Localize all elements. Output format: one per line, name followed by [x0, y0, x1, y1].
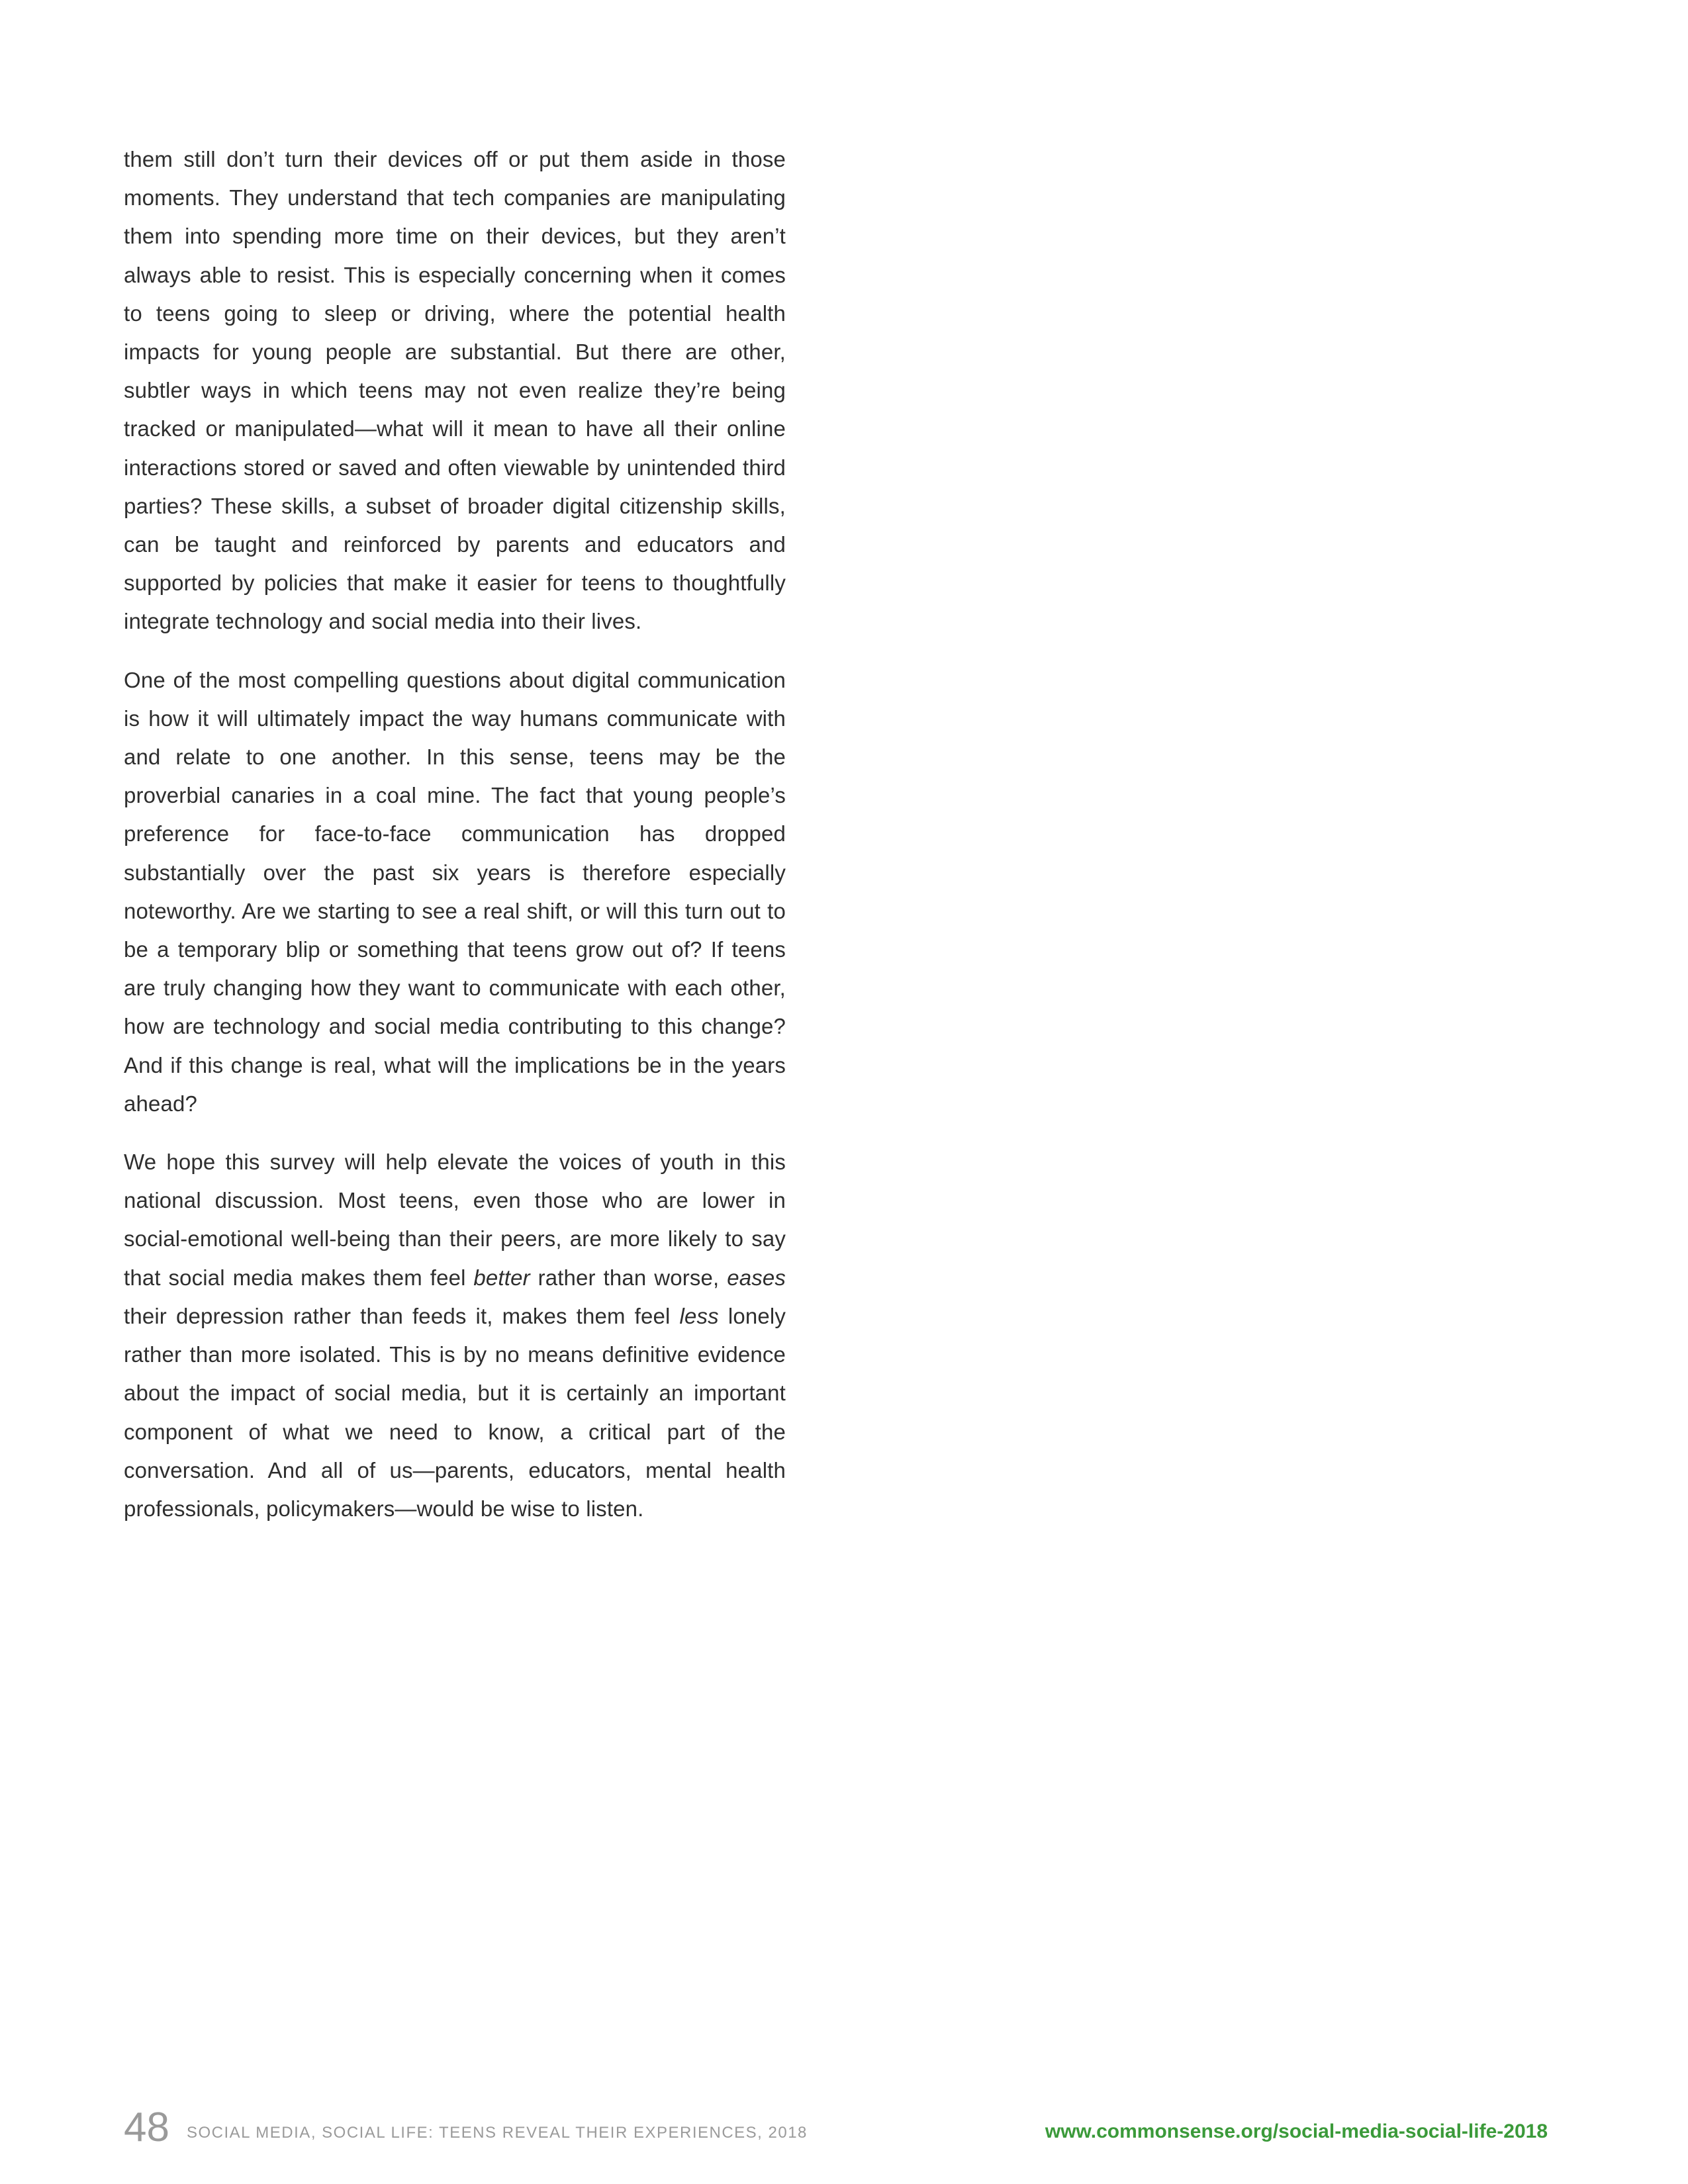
body-paragraph — [124, 661, 786, 1123]
body-text-column — [124, 140, 786, 1548]
paragraph-text: We hope this survey will help elevate the voices of youth in this national discussion. Most teens, even those who are lower in social-emotional well-being than their peers, are more likely to say that social media makes them feel — [124, 1150, 786, 1290]
paragraph-text: them still don’t turn their devices off or put them aside in those moments. They understand that tech companies are manipulating them into spending more time on their devices, but they aren’t always able to resist. This is especially concerning when it comes to teens going to sleep or driving, where the potential health impacts for young people are substantial. But there are other, subtler ways in which teens may not even realize they’re being tracked or manipulated—what will it mean to have all their online interactions stored or saved and often viewable by unintended third parties? These skills, a subset of broader digital citizenship skills, can be taught and reinforced by parents and educators and supported by policies that make it easier for teens to thoughtfully integrate technology and social media into their lives. — [124, 147, 786, 634]
page-footer — [124, 2105, 1548, 2151]
emphasized-text: better — [473, 1265, 530, 1290]
emphasized-text: eases — [727, 1265, 786, 1290]
body-paragraph — [124, 140, 786, 641]
paragraph-text: rather than worse, — [530, 1265, 727, 1290]
body-paragraph — [124, 1143, 786, 1528]
emphasized-text: less — [679, 1303, 719, 1328]
footer-url-link[interactable]: www.commonsense.org/social-media-social-life-2018 — [1045, 2120, 1548, 2142]
page-number: 48 — [124, 2105, 169, 2150]
running-title: SOCIAL MEDIA, SOCIAL LIFE: TEENS REVEAL THEIR EXPERIENCES, 2018 — [187, 2124, 808, 2142]
paragraph-text: their depression rather than feeds it, makes them feel — [124, 1303, 680, 1328]
paragraph-text: One of the most compelling questions about digital communication is how it will ultimately impact the way humans communicate with and relate to one another. In this sense, teens may be the proverbial canaries in a coal mine. The fact that young people’s preference for face-to-face communication has dropped substantially over the past six years is therefore especially noteworthy. Are we starting to see a real shift, or will this turn out to be a temporary blip or something that teens grow out of? If teens are truly changing how they want to communicate with each other, how are technology and social media contributing to this change? And if this change is real, what will the implications be in the years ahead? — [124, 667, 786, 1116]
paragraph-text: lonely rather than more isolated. This is by no means definitive evidence about the impact of social media, but it is certainly an important component of what we need to know, a critical part of the conversation. And all of us—parents, educators, mental health professionals, policymakers—would be wise to listen. — [124, 1303, 786, 1521]
